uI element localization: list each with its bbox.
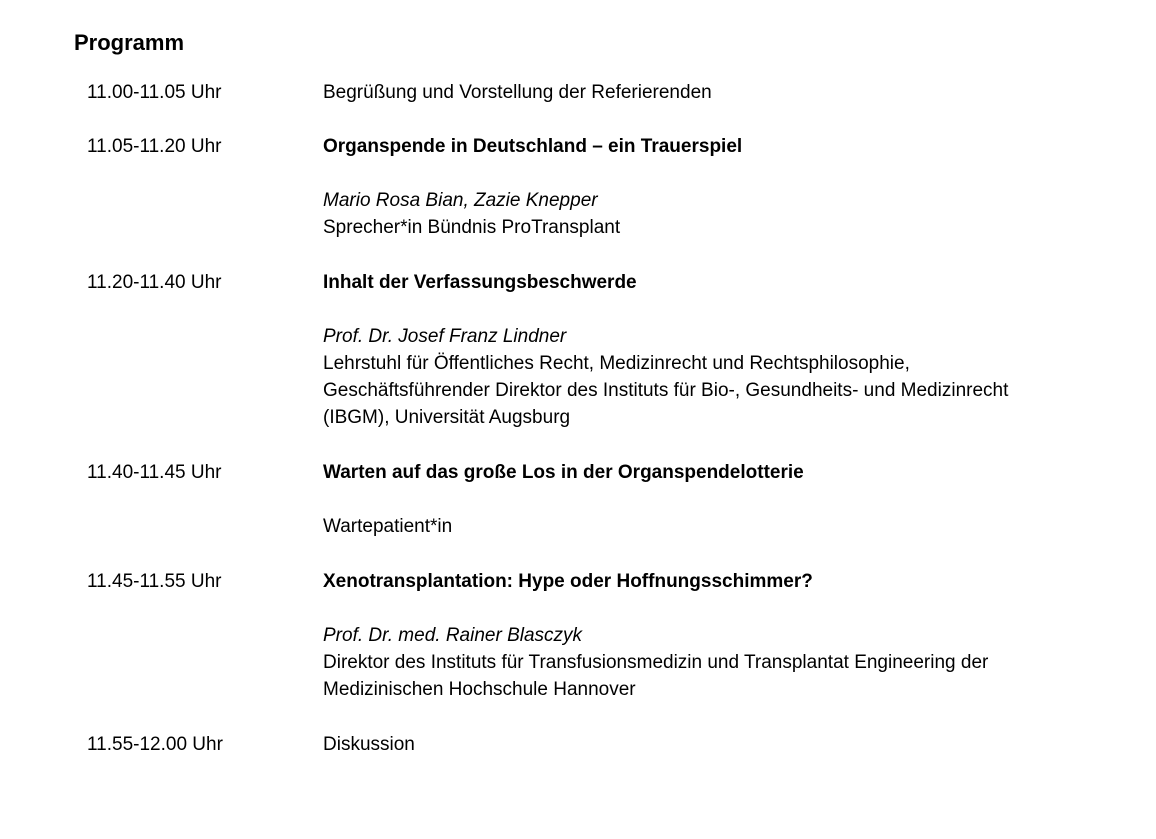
program-time: 11.00-11.05 Uhr [87, 82, 222, 103]
program-content [323, 568, 1103, 703]
program-topic: Xenotransplantation: Hype oder Hoffnungsschimmer? [323, 571, 813, 592]
speaker-affiliation: Medizinischen Hochschule Hannover [323, 679, 636, 700]
program-content [323, 133, 1103, 241]
program-time: 11.55-12.00 Uhr [87, 734, 223, 755]
program-content [323, 459, 1103, 540]
speaker-name: Prof. Dr. Josef Franz Lindner [323, 326, 567, 347]
program-topic: Warten auf das große Los in der Organspendelotterie [323, 462, 804, 483]
program-content [323, 269, 1103, 431]
program-time: 11.45-11.55 Uhr [87, 571, 222, 592]
program-topic: Begrüßung und Vorstellung der Referierenden [323, 82, 712, 103]
speaker-affiliation: Wartepatient*in [323, 516, 453, 537]
program-content [323, 79, 1103, 106]
speaker-name: Mario Rosa Bian, Zazie Knepper [323, 190, 598, 211]
speaker-affiliation: Geschäftsführender Direktor des Instituts für Bio-, Gesundheits- und Medizinrecht [323, 380, 1009, 401]
speaker-affiliation: Direktor des Instituts für Transfusionsmedizin und Transplantat Engineering der [323, 652, 989, 673]
program-time: 11.20-11.40 Uhr [87, 272, 222, 293]
program-topic: Diskussion [323, 734, 415, 755]
program-content [323, 731, 1103, 758]
program-time: 11.05-11.20 Uhr [87, 136, 222, 157]
speaker-name: Prof. Dr. med. Rainer Blasczyk [323, 625, 583, 646]
speaker-affiliation: Sprecher*in Bündnis ProTransplant [323, 217, 621, 238]
speaker-affiliation: Lehrstuhl für Öffentliches Recht, Medizinrecht und Rechtsphilosophie, [323, 353, 910, 374]
program-topic: Inhalt der Verfassungsbeschwerde [323, 272, 637, 293]
program-topic: Organspende in Deutschland – ein Trauerspiel [323, 136, 743, 157]
program-time: 11.40-11.45 Uhr [87, 462, 222, 483]
speaker-affiliation: (IBGM), Universität Augsburg [323, 407, 571, 428]
page-title: Programm [74, 30, 185, 55]
